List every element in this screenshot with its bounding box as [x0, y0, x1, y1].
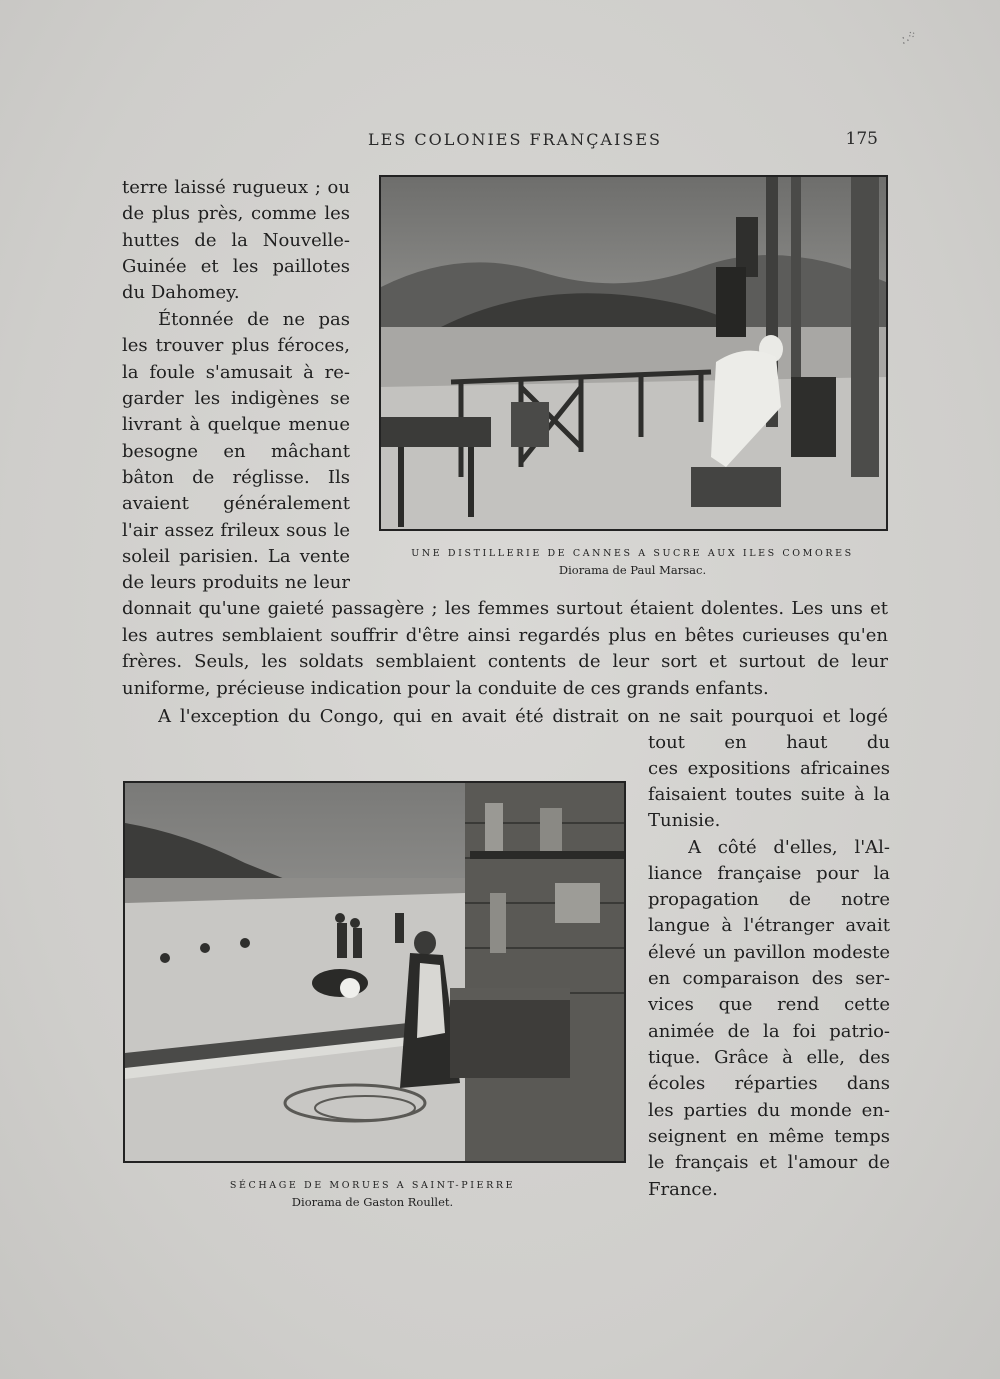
text-line: bâton de réglisse. Ils: [122, 467, 350, 488]
text-line: liance française pour la: [648, 863, 890, 884]
text-line: l'air assez frileux sous le: [122, 520, 350, 541]
text-line: le français et l'amour de: [648, 1152, 890, 1173]
text-line: en comparaison des ser-: [648, 968, 890, 989]
cod-drying-illustration: [125, 783, 624, 1161]
text-line: A côté d'elles, l'Al-: [688, 837, 890, 858]
text-line: ces expositions africaines: [648, 758, 890, 779]
text-line: animée de la foi patrio-: [648, 1021, 890, 1042]
running-title: LES COLONIES FRANÇAISES: [368, 130, 662, 149]
text-line: la foule s'amusait à re-: [122, 362, 350, 383]
text-line: les autres semblaient souffrir d'être ainsi regardés plus en bêtes curieuses qu'en: [122, 625, 888, 646]
distillery-credit: Diorama de Paul Marsac.: [558, 563, 707, 577]
distillery-photo: [379, 175, 888, 531]
text-line: A l'exception du Congo, qui en avait été distrait on ne sait pourquoi et logé: [158, 706, 888, 727]
text-line: soleil parisien. La vente: [122, 546, 350, 567]
text-line: besogne en mâchant: [122, 441, 350, 462]
text-line: Étonnée de ne pas: [158, 309, 350, 330]
text-line: huttes de la Nouvelle-: [122, 230, 350, 251]
text-line: du Dahomey.: [122, 282, 240, 303]
cod-drying-caption: SÉCHAGE DE MORUES A SAINT-PIERRE: [229, 1180, 516, 1191]
text-line: Guinée et les paillotes: [122, 256, 350, 277]
text-line: langue à l'étranger avait: [648, 915, 890, 936]
text-line: tique. Grâce à elle, des: [648, 1047, 890, 1068]
distillery-illustration: [381, 177, 886, 529]
text-line: frères. Seuls, les soldats semblaient contents de leur sort et surtout de leur: [122, 651, 888, 672]
cod-drying-photo: [123, 781, 626, 1163]
text-line: avaient généralement: [122, 493, 350, 514]
distillery-caption: UNE DISTILLERIE DE CANNES A SUCRE AUX ILES COMORES: [411, 548, 854, 559]
cod-drying-credit: Diorama de Gaston Roullet.: [291, 1195, 454, 1209]
text-line: garder les indigènes se: [122, 388, 350, 409]
text-line: vices que rend cette: [648, 994, 890, 1015]
text-line: uniforme, précieuse indication pour la conduite de ces grands enfants.: [122, 678, 769, 699]
text-line: seignent en même temps: [648, 1126, 890, 1147]
text-line: France.: [648, 1179, 718, 1200]
text-line: tout en haut du: [648, 732, 890, 753]
text-line: de leurs produits ne leur: [122, 572, 350, 593]
text-line: de plus près, comme les: [122, 203, 350, 224]
text-line: écoles réparties dans: [648, 1073, 890, 1094]
text-line: Tunisie.: [648, 810, 721, 831]
text-line: les trouver plus féroces,: [122, 335, 350, 356]
text-line: élevé un pavillon modeste: [648, 942, 890, 963]
page-number: 175: [845, 129, 878, 149]
text-line: terre laissé rugueux ; ou: [122, 177, 350, 198]
text-line: propagation de notre: [648, 889, 890, 910]
text-line: donnait qu'une gaieté passagère ; les femmes surtout étaient dolentes. Les uns et: [122, 598, 888, 619]
text-line: livrant à quelque menue: [122, 414, 350, 435]
text-line: les parties du monde en-: [648, 1100, 890, 1121]
text-line: faisaient toutes suite à la: [648, 784, 890, 805]
ink-smudge: ∴⁘: [897, 26, 921, 48]
